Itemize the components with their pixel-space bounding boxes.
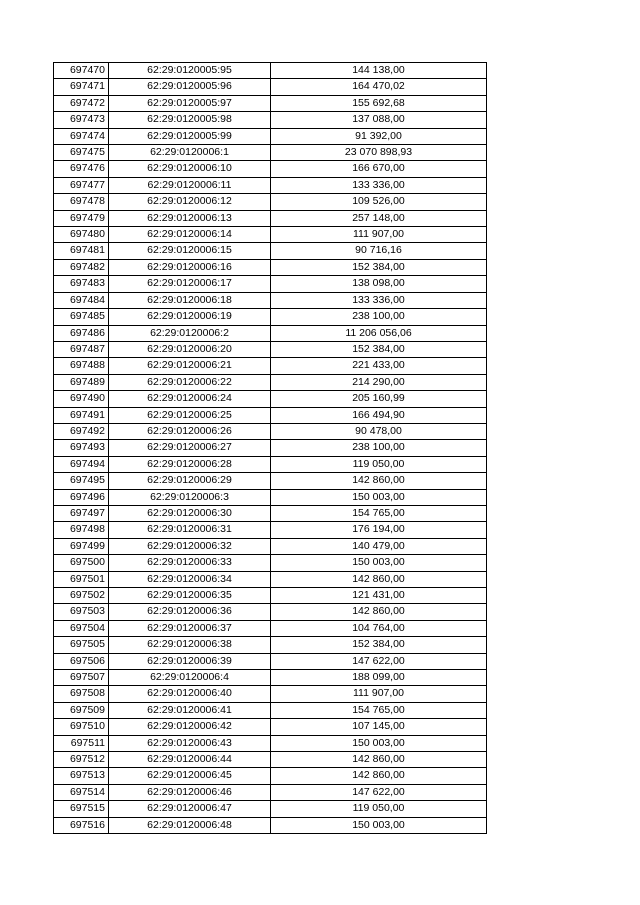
table-row — [54, 161, 487, 177]
row-number-cell: 697485 — [54, 309, 109, 325]
value-cell: 152 384,00 — [271, 341, 487, 357]
cadastral-number-cell: 62:29:0120006:13 — [109, 210, 271, 226]
value-cell: 150 003,00 — [271, 735, 487, 751]
table-row — [54, 423, 487, 439]
cadastral-number-cell: 62:29:0120005:95 — [109, 63, 271, 79]
table-row — [54, 292, 487, 308]
value-cell: 119 050,00 — [271, 456, 487, 472]
value-cell: 147 622,00 — [271, 653, 487, 669]
table-row — [54, 112, 487, 128]
table-row — [54, 620, 487, 636]
value-cell: 111 907,00 — [271, 686, 487, 702]
table-row — [54, 538, 487, 554]
row-number-cell: 697495 — [54, 473, 109, 489]
table-row — [54, 522, 487, 538]
table-row — [54, 325, 487, 341]
value-cell: 104 764,00 — [271, 620, 487, 636]
table-row — [54, 801, 487, 817]
value-cell: 137 088,00 — [271, 112, 487, 128]
document-table-container — [53, 62, 487, 834]
row-number-cell: 697491 — [54, 407, 109, 423]
table-row — [54, 391, 487, 407]
cadastral-number-cell: 62:29:0120006:43 — [109, 735, 271, 751]
cadastral-number-cell: 62:29:0120005:96 — [109, 79, 271, 95]
table-row — [54, 768, 487, 784]
table-row — [54, 719, 487, 735]
table-row — [54, 702, 487, 718]
table-row — [54, 79, 487, 95]
table-row — [54, 210, 487, 226]
row-number-cell: 697471 — [54, 79, 109, 95]
value-cell: 142 860,00 — [271, 752, 487, 768]
cadastral-number-cell: 62:29:0120006:48 — [109, 817, 271, 833]
value-cell: 133 336,00 — [271, 292, 487, 308]
value-cell: 23 070 898,93 — [271, 145, 487, 161]
cadastral-number-cell: 62:29:0120006:21 — [109, 358, 271, 374]
row-number-cell: 697478 — [54, 194, 109, 210]
value-cell: 152 384,00 — [271, 637, 487, 653]
table-row — [54, 440, 487, 456]
table-row — [54, 145, 487, 161]
cadastral-number-cell: 62:29:0120006:4 — [109, 670, 271, 686]
table-row — [54, 227, 487, 243]
row-number-cell: 697484 — [54, 292, 109, 308]
value-cell: 154 765,00 — [271, 702, 487, 718]
table-row — [54, 604, 487, 620]
row-number-cell: 697501 — [54, 571, 109, 587]
value-cell: 90 716,16 — [271, 243, 487, 259]
cadastral-number-cell: 62:29:0120005:98 — [109, 112, 271, 128]
row-number-cell: 697502 — [54, 588, 109, 604]
value-cell: 91 392,00 — [271, 128, 487, 144]
cadastral-number-cell: 62:29:0120006:29 — [109, 473, 271, 489]
value-cell: 154 765,00 — [271, 505, 487, 521]
cadastral-number-cell: 62:29:0120006:17 — [109, 276, 271, 292]
cadastral-number-cell: 62:29:0120006:27 — [109, 440, 271, 456]
row-number-cell: 697472 — [54, 95, 109, 111]
cadastral-number-cell: 62:29:0120006:33 — [109, 555, 271, 571]
cadastral-number-cell: 62:29:0120006:10 — [109, 161, 271, 177]
value-cell: 152 384,00 — [271, 259, 487, 275]
cadastral-number-cell: 62:29:0120006:3 — [109, 489, 271, 505]
cadastral-number-cell: 62:29:0120006:30 — [109, 505, 271, 521]
value-cell: 188 099,00 — [271, 670, 487, 686]
cadastral-number-cell: 62:29:0120006:46 — [109, 784, 271, 800]
cadastral-number-cell: 62:29:0120006:12 — [109, 194, 271, 210]
table-row — [54, 817, 487, 833]
cadastral-number-cell: 62:29:0120006:40 — [109, 686, 271, 702]
table-row — [54, 637, 487, 653]
cadastral-number-cell: 62:29:0120006:22 — [109, 374, 271, 390]
cadastral-number-cell: 62:29:0120006:24 — [109, 391, 271, 407]
row-number-cell: 697505 — [54, 637, 109, 653]
value-cell: 119 050,00 — [271, 801, 487, 817]
table-row — [54, 653, 487, 669]
value-cell: 142 860,00 — [271, 768, 487, 784]
cadastral-number-cell: 62:29:0120006:20 — [109, 341, 271, 357]
value-cell: 142 860,00 — [271, 571, 487, 587]
table-row — [54, 686, 487, 702]
value-cell: 138 098,00 — [271, 276, 487, 292]
cadastral-number-cell: 62:29:0120006:41 — [109, 702, 271, 718]
row-number-cell: 697493 — [54, 440, 109, 456]
row-number-cell: 697499 — [54, 538, 109, 554]
cadastral-number-cell: 62:29:0120006:11 — [109, 177, 271, 193]
value-cell: 205 160,99 — [271, 391, 487, 407]
cadastral-number-cell: 62:29:0120006:31 — [109, 522, 271, 538]
value-cell: 238 100,00 — [271, 309, 487, 325]
value-cell: 90 478,00 — [271, 423, 487, 439]
table-row — [54, 177, 487, 193]
row-number-cell: 697510 — [54, 719, 109, 735]
value-cell: 107 145,00 — [271, 719, 487, 735]
row-number-cell: 697506 — [54, 653, 109, 669]
cadastral-number-cell: 62:29:0120006:16 — [109, 259, 271, 275]
table-row — [54, 63, 487, 79]
row-number-cell: 697503 — [54, 604, 109, 620]
row-number-cell: 697487 — [54, 341, 109, 357]
cadastral-number-cell: 62:29:0120006:39 — [109, 653, 271, 669]
value-cell: 176 194,00 — [271, 522, 487, 538]
row-number-cell: 697498 — [54, 522, 109, 538]
cadastral-number-cell: 62:29:0120006:35 — [109, 588, 271, 604]
table-row — [54, 670, 487, 686]
row-number-cell: 697496 — [54, 489, 109, 505]
table-row — [54, 374, 487, 390]
cadastral-number-cell: 62:29:0120006:1 — [109, 145, 271, 161]
row-number-cell: 697483 — [54, 276, 109, 292]
cadastral-number-cell: 62:29:0120006:28 — [109, 456, 271, 472]
row-number-cell: 697479 — [54, 210, 109, 226]
value-cell: 166 670,00 — [271, 161, 487, 177]
table-row — [54, 95, 487, 111]
value-cell: 238 100,00 — [271, 440, 487, 456]
row-number-cell: 697474 — [54, 128, 109, 144]
table-row — [54, 456, 487, 472]
row-number-cell: 697509 — [54, 702, 109, 718]
value-cell: 147 622,00 — [271, 784, 487, 800]
table-row — [54, 276, 487, 292]
value-cell: 121 431,00 — [271, 588, 487, 604]
table-row — [54, 309, 487, 325]
row-number-cell: 697486 — [54, 325, 109, 341]
value-cell: 257 148,00 — [271, 210, 487, 226]
cadastral-number-cell: 62:29:0120006:42 — [109, 719, 271, 735]
cadastral-value-table — [53, 62, 487, 834]
table-row — [54, 358, 487, 374]
table-row — [54, 752, 487, 768]
cadastral-number-cell: 62:29:0120005:99 — [109, 128, 271, 144]
table-row — [54, 784, 487, 800]
value-cell: 214 290,00 — [271, 374, 487, 390]
row-number-cell: 697507 — [54, 670, 109, 686]
row-number-cell: 697490 — [54, 391, 109, 407]
table-row — [54, 407, 487, 423]
value-cell: 150 003,00 — [271, 817, 487, 833]
value-cell: 111 907,00 — [271, 227, 487, 243]
value-cell: 164 470,02 — [271, 79, 487, 95]
table-row — [54, 588, 487, 604]
value-cell: 140 479,00 — [271, 538, 487, 554]
table-row — [54, 489, 487, 505]
row-number-cell: 697475 — [54, 145, 109, 161]
cadastral-number-cell: 62:29:0120006:15 — [109, 243, 271, 259]
row-number-cell: 697504 — [54, 620, 109, 636]
row-number-cell: 697482 — [54, 259, 109, 275]
row-number-cell: 697492 — [54, 423, 109, 439]
row-number-cell: 697488 — [54, 358, 109, 374]
cadastral-number-cell: 62:29:0120006:19 — [109, 309, 271, 325]
row-number-cell: 697516 — [54, 817, 109, 833]
cadastral-number-cell: 62:29:0120006:25 — [109, 407, 271, 423]
table-row — [54, 505, 487, 521]
cadastral-number-cell: 62:29:0120006:36 — [109, 604, 271, 620]
row-number-cell: 697514 — [54, 784, 109, 800]
table-row — [54, 735, 487, 751]
cadastral-number-cell: 62:29:0120005:97 — [109, 95, 271, 111]
table-row — [54, 259, 487, 275]
row-number-cell: 697494 — [54, 456, 109, 472]
value-cell: 221 433,00 — [271, 358, 487, 374]
value-cell: 109 526,00 — [271, 194, 487, 210]
table-row — [54, 243, 487, 259]
value-cell: 142 860,00 — [271, 604, 487, 620]
cadastral-number-cell: 62:29:0120006:34 — [109, 571, 271, 587]
table-row — [54, 571, 487, 587]
row-number-cell: 697512 — [54, 752, 109, 768]
cadastral-number-cell: 62:29:0120006:2 — [109, 325, 271, 341]
cadastral-number-cell: 62:29:0120006:44 — [109, 752, 271, 768]
cadastral-number-cell: 62:29:0120006:38 — [109, 637, 271, 653]
value-cell: 133 336,00 — [271, 177, 487, 193]
row-number-cell: 697481 — [54, 243, 109, 259]
row-number-cell: 697497 — [54, 505, 109, 521]
row-number-cell: 697500 — [54, 555, 109, 571]
cadastral-number-cell: 62:29:0120006:37 — [109, 620, 271, 636]
row-number-cell: 697511 — [54, 735, 109, 751]
row-number-cell: 697513 — [54, 768, 109, 784]
table-row — [54, 194, 487, 210]
table-row — [54, 341, 487, 357]
row-number-cell: 697473 — [54, 112, 109, 128]
value-cell: 166 494,90 — [271, 407, 487, 423]
cadastral-number-cell: 62:29:0120006:45 — [109, 768, 271, 784]
row-number-cell: 697477 — [54, 177, 109, 193]
row-number-cell: 697470 — [54, 63, 109, 79]
table-body — [54, 63, 487, 834]
value-cell: 150 003,00 — [271, 555, 487, 571]
table-row — [54, 473, 487, 489]
value-cell: 155 692,68 — [271, 95, 487, 111]
value-cell: 150 003,00 — [271, 489, 487, 505]
row-number-cell: 697515 — [54, 801, 109, 817]
row-number-cell: 697489 — [54, 374, 109, 390]
value-cell: 11 206 056,06 — [271, 325, 487, 341]
row-number-cell: 697508 — [54, 686, 109, 702]
cadastral-number-cell: 62:29:0120006:18 — [109, 292, 271, 308]
row-number-cell: 697476 — [54, 161, 109, 177]
cadastral-number-cell: 62:29:0120006:26 — [109, 423, 271, 439]
cadastral-number-cell: 62:29:0120006:32 — [109, 538, 271, 554]
table-row — [54, 128, 487, 144]
cadastral-number-cell: 62:29:0120006:47 — [109, 801, 271, 817]
value-cell: 144 138,00 — [271, 63, 487, 79]
table-row — [54, 555, 487, 571]
row-number-cell: 697480 — [54, 227, 109, 243]
value-cell: 142 860,00 — [271, 473, 487, 489]
cadastral-number-cell: 62:29:0120006:14 — [109, 227, 271, 243]
